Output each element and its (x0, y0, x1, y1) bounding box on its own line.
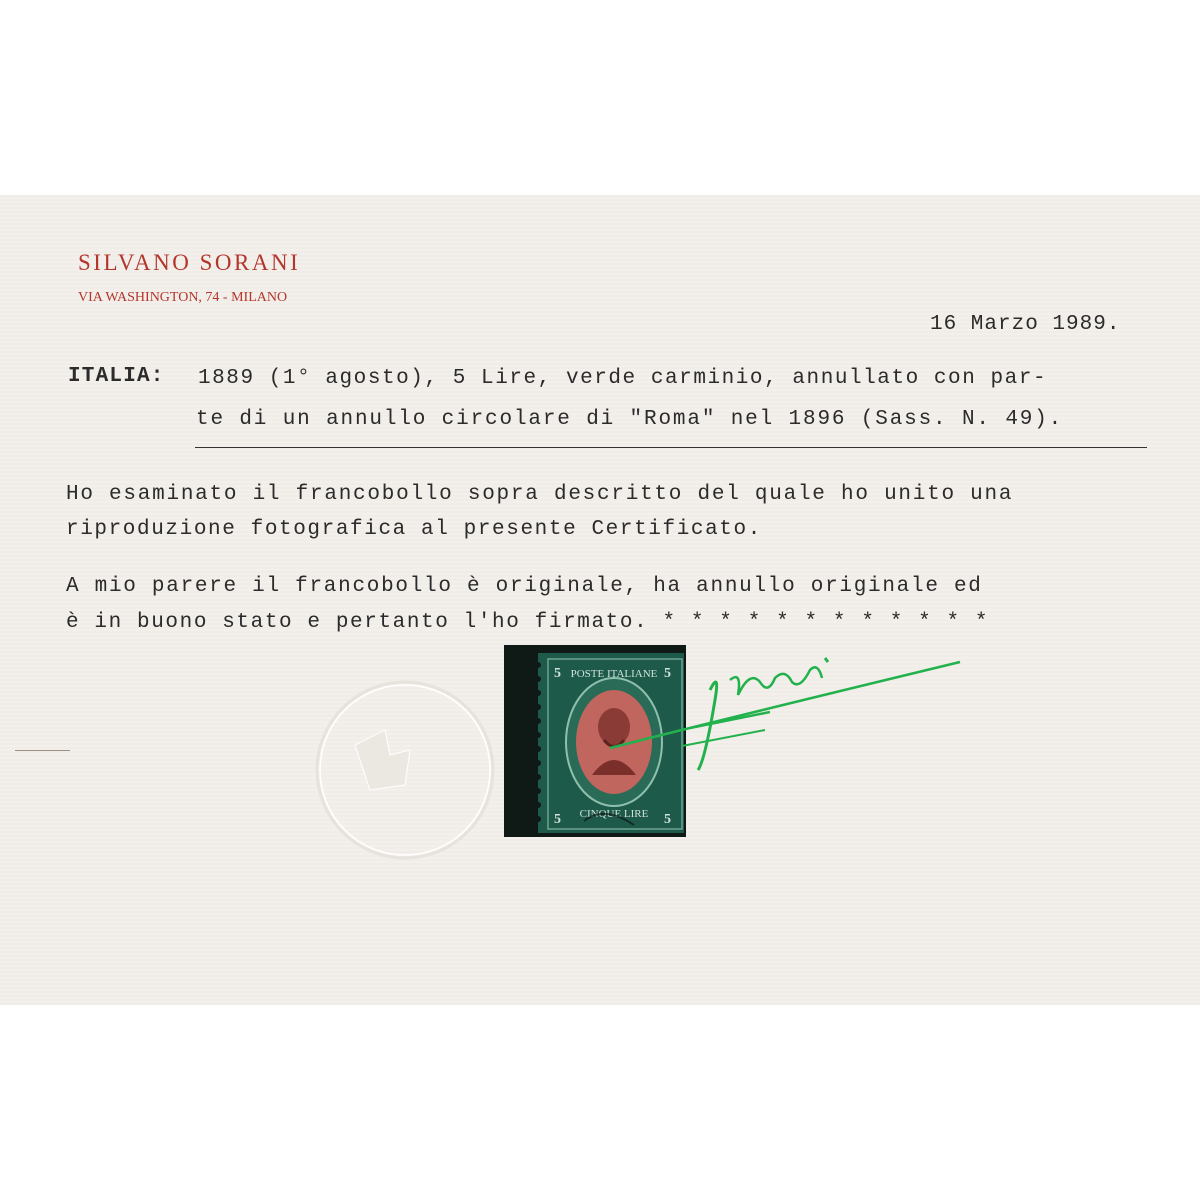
country-label: ITALIA: (68, 365, 165, 388)
signature (570, 650, 970, 790)
stamp-bottom-text: CINQUE LIRE (579, 808, 649, 820)
stamp-value-bottom-right: 5 (664, 812, 671, 827)
stamp-value-top-right: 5 (664, 666, 671, 681)
stamp-top-text: POSTE ITALIANE (570, 668, 658, 680)
embossed-seal (310, 675, 510, 875)
stamp-value-top-left: 5 (554, 666, 561, 681)
paragraph-1-line-2: riproduzione fotografica al presente Certificato. (66, 518, 762, 541)
stamp-value-bottom-left: 5 (554, 812, 561, 827)
letterhead-address: VIA WASHINGTON, 74 - MILANO (78, 290, 288, 305)
description-line-1: 1889 (1° agosto), 5 Lire, verde carminio, annullato con par- (198, 367, 1048, 390)
paragraph-2-line-2: è in buono stato e pertanto l'ho firmato. * * * * * * * * * * * * (66, 611, 990, 634)
description-underline (195, 447, 1147, 448)
margin-mark (15, 750, 70, 751)
description-line-2: te di un annullo circolare di "Roma" nel 1896 (Sass. N. 49). (196, 408, 1064, 431)
paragraph-2-line-1: A mio parere il francobollo è originale, ha annullo originale ed (66, 575, 983, 598)
letterhead-name: SILVANO SORANI (78, 250, 301, 275)
paragraph-1-line-1: Ho esaminato il francobollo sopra descritto del quale ho unito una (66, 483, 1014, 506)
certificate-date: 16 Marzo 1989. (930, 313, 1121, 336)
certificate (0, 195, 1200, 1005)
